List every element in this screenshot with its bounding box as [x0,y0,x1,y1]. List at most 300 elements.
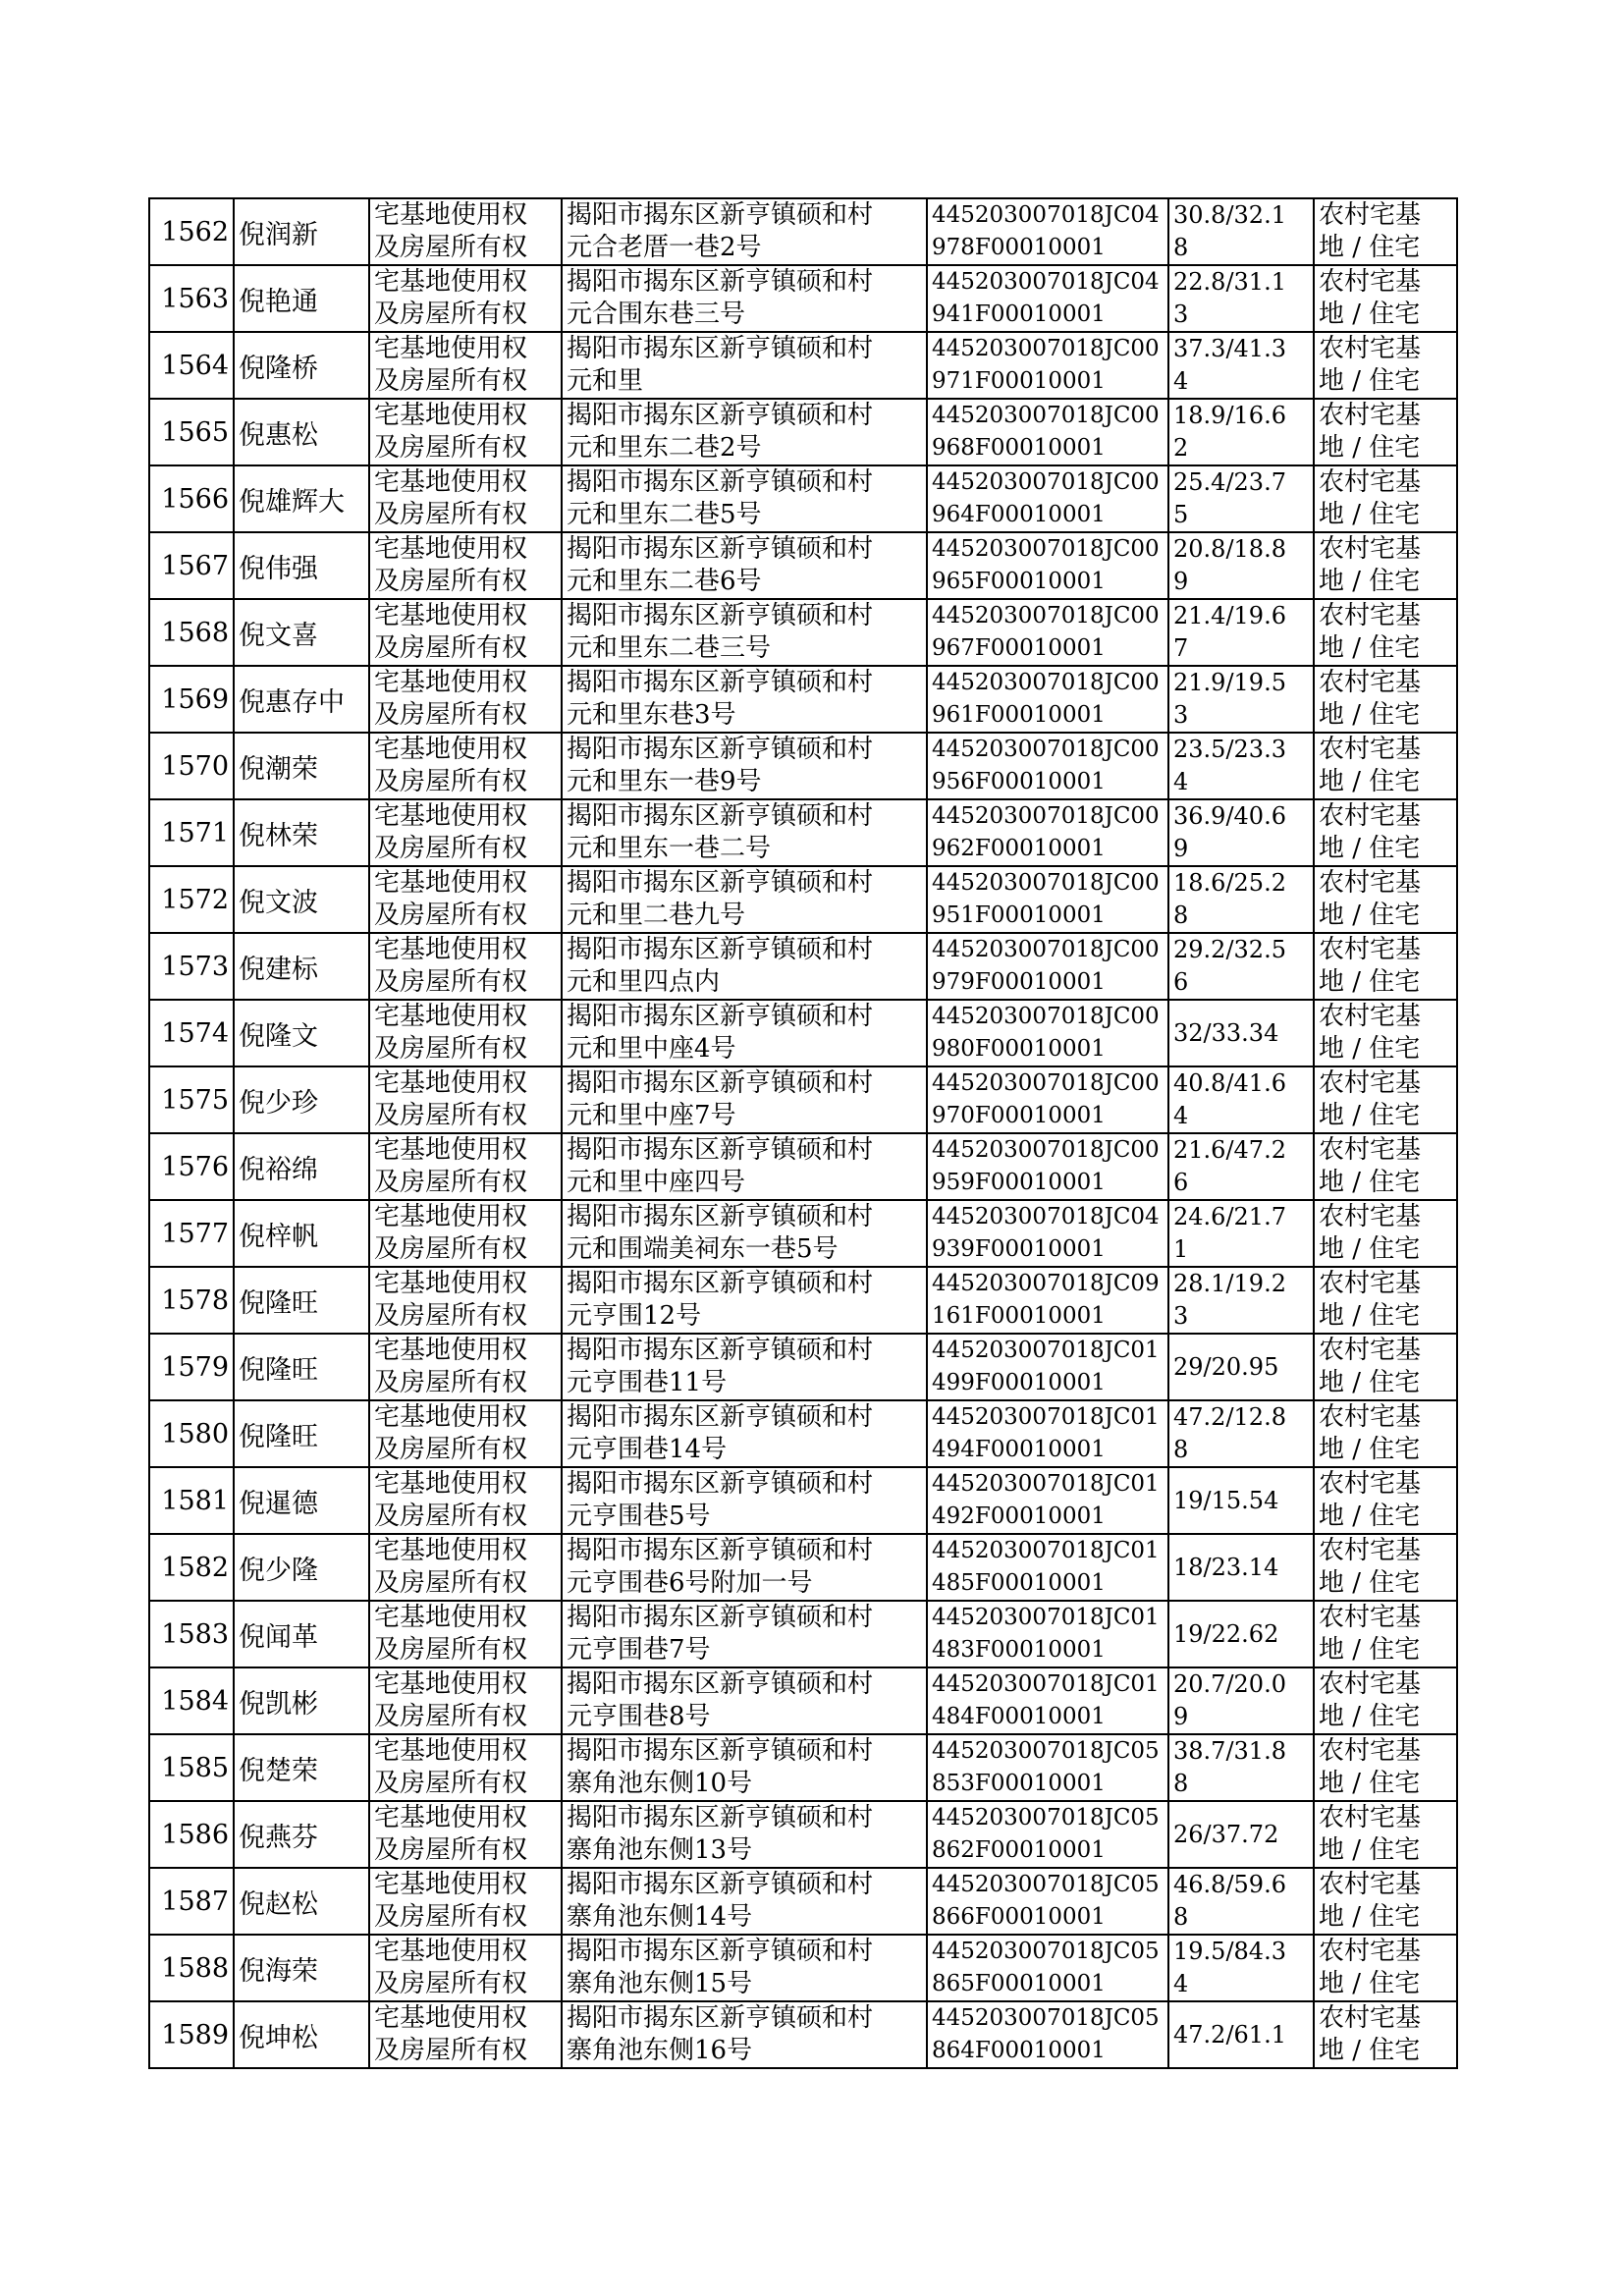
table-row [149,1801,1457,1868]
right-type-text: 宅基地使用权 及房屋所有权 [374,1269,528,1331]
cell-owner-name [234,799,369,866]
table-row [149,1667,1457,1734]
cell-land-use [1314,399,1457,465]
cell-right-type [369,799,562,866]
cell-land-use [1314,1334,1457,1400]
land-use-text: 农村宅基 地 / 住宅 [1319,1336,1422,1397]
area-text: 19.5/84.3 4 [1173,1938,1286,1997]
cell-owner-name [234,599,369,666]
land-use-text: 农村宅基 地 / 住宅 [1319,935,1422,997]
cell-row-number [149,399,234,465]
cell-row-number [149,1534,234,1601]
cell-address [562,1200,927,1267]
cell-row-number [149,465,234,532]
cell-owner-name [234,1066,369,1133]
right-type-text: 宅基地使用权 及房屋所有权 [374,2003,528,2065]
cell-owner-name [234,866,369,933]
cell-unit-code [927,666,1168,733]
cell-address [562,532,927,599]
row-number-text: 1562 [161,216,229,247]
cell-right-type [369,1601,562,1667]
address-text: 揭阳市揭东区新亨镇硕和村 元和围端美祠东一巷5号 [567,1202,874,1264]
table-row [149,1133,1457,1200]
unit-code-text: 445203007018JC00 956F00010001 [932,737,1160,794]
owner-name-text: 倪坤松 [239,2022,318,2053]
cell-owner-name [234,1467,369,1534]
unit-code-text: 445203007018JC01 485F00010001 [932,1538,1160,1596]
unit-code-text: 445203007018JC04 941F00010001 [932,269,1160,327]
cell-right-type [369,666,562,733]
cell-land-use [1314,1066,1457,1133]
cell-unit-code [927,799,1168,866]
cell-owner-name [234,1601,369,1667]
owner-name-text: 倪隆旺 [239,1287,318,1319]
land-use-text: 农村宅基 地 / 住宅 [1319,1736,1422,1798]
table-row [149,799,1457,866]
unit-code-text: 445203007018JC00 980F00010001 [932,1004,1160,1062]
row-number-text: 1582 [161,1552,229,1583]
owner-name-text: 倪雄辉大 [239,486,345,518]
cell-land-use [1314,599,1457,666]
cell-address [562,866,927,933]
cell-right-type [369,1334,562,1400]
cell-unit-code [927,1066,1168,1133]
cell-right-type [369,1667,562,1734]
cell-right-type [369,198,562,265]
cell-row-number [149,733,234,799]
unit-code-text: 445203007018JC00 965F00010001 [932,536,1160,594]
unit-code-text: 445203007018JC00 962F00010001 [932,803,1160,861]
cell-row-number [149,198,234,265]
cell-unit-code [927,1601,1168,1667]
cell-row-number [149,1066,234,1133]
address-text: 揭阳市揭东区新亨镇硕和村 元和里东二巷5号 [567,467,874,529]
unit-code-text: 445203007018JC01 483F00010001 [932,1605,1160,1663]
right-type-text: 宅基地使用权 及房屋所有权 [374,1536,528,1598]
cell-right-type [369,1000,562,1066]
cell-land-use [1314,666,1457,733]
row-number-text: 1567 [161,550,229,581]
cell-land-use [1314,1734,1457,1801]
cell-unit-code [927,1868,1168,1935]
address-text: 揭阳市揭东区新亨镇硕和村 元和里东二巷6号 [567,534,874,596]
cell-address [562,1667,927,1734]
row-number-text: 1569 [161,683,229,715]
area-text: 19/22.62 [1173,1619,1279,1648]
table-row [149,465,1457,532]
table-row [149,1267,1457,1334]
cell-land-use [1314,1801,1457,1868]
owner-name-text: 倪凯彬 [239,1688,318,1720]
table-row [149,1601,1457,1667]
cell-area [1168,1935,1314,2001]
cell-row-number [149,532,234,599]
cell-land-use [1314,733,1457,799]
cell-unit-code [927,1200,1168,1267]
address-text: 揭阳市揭东区新亨镇硕和村 元和里东二巷2号 [567,401,874,463]
row-number-text: 1583 [161,1618,229,1650]
cell-land-use [1314,265,1457,332]
cell-right-type [369,1400,562,1467]
address-text: 揭阳市揭东区新亨镇硕和村 元和里四点内 [567,935,874,997]
row-number-text: 1579 [161,1351,229,1383]
address-text: 揭阳市揭东区新亨镇硕和村 元和里中座四号 [567,1135,874,1197]
address-text: 揭阳市揭东区新亨镇硕和村 元亨围巷5号 [567,1469,874,1531]
owner-name-text: 倪暹德 [239,1488,318,1519]
table-row [149,265,1457,332]
area-text: 29.2/32.5 6 [1173,936,1286,996]
row-number-text: 1578 [161,1284,229,1316]
cell-unit-code [927,1734,1168,1801]
right-type-text: 宅基地使用权 及房屋所有权 [374,1402,528,1464]
land-use-text: 农村宅基 地 / 住宅 [1319,534,1422,596]
unit-code-text: 445203007018JC00 970F00010001 [932,1070,1160,1128]
cell-right-type [369,1267,562,1334]
cell-owner-name [234,1334,369,1400]
area-text: 22.8/31.1 3 [1173,268,1286,328]
cell-address [562,332,927,399]
cell-owner-name [234,1667,369,1734]
table-row [149,2001,1457,2068]
cell-area [1168,866,1314,933]
cell-address [562,1400,927,1467]
cell-unit-code [927,1133,1168,1200]
unit-code-text: 445203007018JC01 499F00010001 [932,1338,1160,1395]
cell-unit-code [927,1667,1168,1734]
cell-owner-name [234,666,369,733]
owner-name-text: 倪隆旺 [239,1421,318,1452]
address-text: 揭阳市揭东区新亨镇硕和村 元和里东二巷三号 [567,601,874,663]
land-use-text: 农村宅基 地 / 住宅 [1319,735,1422,796]
area-text: 23.5/23.3 4 [1173,736,1286,795]
cell-area [1168,1334,1314,1400]
right-type-text: 宅基地使用权 及房屋所有权 [374,1002,528,1064]
cell-right-type [369,2001,562,2068]
address-text: 揭阳市揭东区新亨镇硕和村 寨角池东侧13号 [567,1803,874,1865]
row-number-text: 1586 [161,1819,229,1850]
cell-address [562,1734,927,1801]
owner-name-text: 倪润新 [239,219,318,250]
cell-unit-code [927,465,1168,532]
unit-code-text: 445203007018JC01 494F00010001 [932,1404,1160,1462]
cell-area [1168,1000,1314,1066]
cell-unit-code [927,1534,1168,1601]
cell-land-use [1314,1868,1457,1935]
owner-name-text: 倪闻革 [239,1621,318,1653]
cell-area [1168,265,1314,332]
area-text: 38.7/31.8 8 [1173,1737,1286,1797]
row-number-text: 1568 [161,617,229,648]
cell-address [562,1267,927,1334]
right-type-text: 宅基地使用权 及房屋所有权 [374,1603,528,1665]
table-row [149,198,1457,265]
unit-code-text: 445203007018JC05 864F00010001 [932,2005,1160,2063]
owner-name-text: 倪梓帆 [239,1221,318,1252]
address-text: 揭阳市揭东区新亨镇硕和村 元合老厝一巷2号 [567,200,874,262]
table-row [149,1868,1457,1935]
land-use-text: 农村宅基 地 / 住宅 [1319,668,1422,730]
right-type-text: 宅基地使用权 及房屋所有权 [374,401,528,463]
row-number-text: 1575 [161,1084,229,1116]
address-text: 揭阳市揭东区新亨镇硕和村 元和里 [567,334,874,396]
owner-name-text: 倪潮荣 [239,753,318,785]
cell-owner-name [234,532,369,599]
land-use-text: 农村宅基 地 / 住宅 [1319,601,1422,663]
land-use-text: 农村宅基 地 / 住宅 [1319,1536,1422,1598]
cell-land-use [1314,799,1457,866]
table-row [149,666,1457,733]
address-text: 揭阳市揭东区新亨镇硕和村 寨角池东侧14号 [567,1870,874,1932]
cell-address [562,1601,927,1667]
right-type-text: 宅基地使用权 及房屋所有权 [374,1336,528,1397]
right-type-text: 宅基地使用权 及房屋所有权 [374,1736,528,1798]
cell-area [1168,1801,1314,1868]
row-number-text: 1564 [161,350,229,381]
area-text: 40.8/41.6 4 [1173,1069,1286,1129]
cell-owner-name [234,733,369,799]
cell-owner-name [234,1935,369,2001]
unit-code-text: 445203007018JC00 951F00010001 [932,870,1160,928]
land-use-text: 农村宅基 地 / 住宅 [1319,1937,1422,1998]
cell-unit-code [927,532,1168,599]
cell-area [1168,1066,1314,1133]
cell-land-use [1314,198,1457,265]
area-text: 37.3/41.3 4 [1173,335,1286,395]
cell-area [1168,666,1314,733]
row-number-text: 1570 [161,750,229,782]
cell-address [562,666,927,733]
table-row [149,866,1457,933]
cell-right-type [369,1534,562,1601]
owner-name-text: 倪隆桥 [239,353,318,384]
owner-name-text: 倪楚荣 [239,1755,318,1786]
cell-area [1168,1200,1314,1267]
cell-area [1168,399,1314,465]
cell-unit-code [927,1935,1168,2001]
cell-area [1168,198,1314,265]
cell-area [1168,332,1314,399]
table-row [149,1334,1457,1400]
cell-area [1168,1667,1314,1734]
area-text: 46.8/59.6 8 [1173,1871,1286,1931]
unit-code-text: 445203007018JC04 939F00010001 [932,1204,1160,1262]
right-type-text: 宅基地使用权 及房屋所有权 [374,801,528,863]
cell-area [1168,1601,1314,1667]
cell-owner-name [234,265,369,332]
cell-address [562,1534,927,1601]
right-type-text: 宅基地使用权 及房屋所有权 [374,200,528,262]
row-number-text: 1566 [161,483,229,515]
table-row [149,1734,1457,1801]
cell-land-use [1314,1467,1457,1534]
row-number-text: 1572 [161,884,229,915]
cell-unit-code [927,1334,1168,1400]
cell-land-use [1314,1935,1457,2001]
land-use-text: 农村宅基 地 / 住宅 [1319,1870,1422,1932]
cell-right-type [369,1200,562,1267]
cell-address [562,399,927,465]
address-text: 揭阳市揭东区新亨镇硕和村 元亨围巷11号 [567,1336,874,1397]
row-number-text: 1587 [161,1885,229,1917]
table-row [149,399,1457,465]
owner-name-text: 倪惠松 [239,419,318,451]
cell-unit-code [927,1267,1168,1334]
cell-owner-name [234,1200,369,1267]
land-use-text: 农村宅基 地 / 住宅 [1319,1068,1422,1130]
right-type-text: 宅基地使用权 及房屋所有权 [374,1202,528,1264]
area-text: 25.4/23.7 5 [1173,468,1286,528]
cell-address [562,599,927,666]
cell-row-number [149,1467,234,1534]
row-number-text: 1574 [161,1017,229,1049]
table-row [149,733,1457,799]
owner-name-text: 倪建标 [239,954,318,985]
row-number-text: 1573 [161,951,229,982]
address-text: 揭阳市揭东区新亨镇硕和村 元亨围巷14号 [567,1402,874,1464]
cell-address [562,1935,927,2001]
cell-land-use [1314,1601,1457,1667]
right-type-text: 宅基地使用权 及房屋所有权 [374,1469,528,1531]
cell-row-number [149,1334,234,1400]
cell-land-use [1314,1000,1457,1066]
cell-right-type [369,332,562,399]
cell-row-number [149,599,234,666]
owner-name-text: 倪艳通 [239,286,318,317]
owner-name-text: 倪燕芬 [239,1822,318,1853]
right-type-text: 宅基地使用权 及房屋所有权 [374,668,528,730]
right-type-text: 宅基地使用权 及房屋所有权 [374,735,528,796]
cell-land-use [1314,1200,1457,1267]
owner-name-text: 倪林荣 [239,820,318,851]
unit-code-text: 445203007018JC05 865F00010001 [932,1939,1160,1996]
unit-code-text: 445203007018JC05 862F00010001 [932,1805,1160,1863]
row-number-text: 1589 [161,2019,229,2050]
table-row [149,1200,1457,1267]
cell-row-number [149,933,234,1000]
cell-row-number [149,1667,234,1734]
cell-right-type [369,933,562,1000]
right-type-text: 宅基地使用权 及房屋所有权 [374,1135,528,1197]
area-text: 18.6/25.2 8 [1173,869,1286,929]
cell-right-type [369,399,562,465]
table-body [149,198,1457,2068]
cell-row-number [149,1200,234,1267]
cell-unit-code [927,2001,1168,2068]
unit-code-text: 445203007018JC09 161F00010001 [932,1271,1160,1329]
cell-area [1168,1400,1314,1467]
cell-owner-name [234,1400,369,1467]
area-text: 19/15.54 [1173,1486,1279,1514]
cell-row-number [149,1801,234,1868]
row-number-text: 1585 [161,1752,229,1783]
cell-owner-name [234,1267,369,1334]
cell-owner-name [234,933,369,1000]
address-text: 揭阳市揭东区新亨镇硕和村 寨角池东侧10号 [567,1736,874,1798]
cell-right-type [369,1133,562,1200]
address-text: 揭阳市揭东区新亨镇硕和村 寨角池东侧16号 [567,2003,874,2065]
cell-area [1168,733,1314,799]
unit-code-text: 445203007018JC01 484F00010001 [932,1671,1160,1729]
cell-address [562,1066,927,1133]
cell-row-number [149,1935,234,2001]
cell-right-type [369,265,562,332]
area-text: 30.8/32.1 8 [1173,201,1286,261]
cell-owner-name [234,399,369,465]
right-type-text: 宅基地使用权 及房屋所有权 [374,1937,528,1998]
area-text: 26/37.72 [1173,1820,1279,1848]
table-row [149,332,1457,399]
cell-right-type [369,733,562,799]
land-use-text: 农村宅基 地 / 住宅 [1319,1603,1422,1665]
table-row [149,1066,1457,1133]
cell-row-number [149,1734,234,1801]
table-row [149,1935,1457,2001]
row-number-text: 1581 [161,1485,229,1516]
cell-unit-code [927,265,1168,332]
table-row [149,933,1457,1000]
cell-unit-code [927,399,1168,465]
cell-address [562,465,927,532]
cell-right-type [369,532,562,599]
table-row [149,1400,1457,1467]
unit-code-text: 445203007018JC00 967F00010001 [932,603,1160,661]
address-text: 揭阳市揭东区新亨镇硕和村 元和里东一巷二号 [567,801,874,863]
cell-address [562,198,927,265]
owner-name-text: 倪隆旺 [239,1354,318,1386]
cell-row-number [149,2001,234,2068]
right-type-text: 宅基地使用权 及房屋所有权 [374,467,528,529]
cell-row-number [149,1267,234,1334]
area-text: 32/33.34 [1173,1018,1279,1047]
cell-area [1168,1734,1314,1801]
cell-right-type [369,1734,562,1801]
row-number-text: 1576 [161,1151,229,1182]
cell-row-number [149,799,234,866]
land-use-text: 农村宅基 地 / 住宅 [1319,1469,1422,1531]
cell-address [562,1868,927,1935]
cell-owner-name [234,1534,369,1601]
area-text: 21.6/47.2 6 [1173,1136,1286,1196]
table-row [149,1534,1457,1601]
cell-area [1168,2001,1314,2068]
cell-right-type [369,465,562,532]
cell-address [562,2001,927,2068]
cell-right-type [369,1066,562,1133]
cell-area [1168,1467,1314,1534]
land-use-text: 农村宅基 地 / 住宅 [1319,868,1422,930]
table-row [149,532,1457,599]
property-table [148,197,1458,2069]
address-text: 揭阳市揭东区新亨镇硕和村 元和里二巷九号 [567,868,874,930]
unit-code-text: 445203007018JC05 866F00010001 [932,1872,1160,1930]
land-use-text: 农村宅基 地 / 住宅 [1319,1669,1422,1731]
cell-owner-name [234,332,369,399]
area-text: 47.2/12.8 8 [1173,1403,1286,1463]
address-text: 揭阳市揭东区新亨镇硕和村 元和里中座4号 [567,1002,874,1064]
area-text: 21.9/19.5 3 [1173,669,1286,729]
cell-land-use [1314,1400,1457,1467]
right-type-text: 宅基地使用权 及房屋所有权 [374,1068,528,1130]
area-text: 29/20.95 [1173,1352,1279,1381]
row-number-text: 1588 [161,1952,229,1984]
cell-unit-code [927,332,1168,399]
owner-name-text: 倪文波 [239,887,318,918]
cell-right-type [369,1935,562,2001]
land-use-text: 农村宅基 地 / 住宅 [1319,267,1422,329]
cell-area [1168,1534,1314,1601]
address-text: 揭阳市揭东区新亨镇硕和村 元亨围巷7号 [567,1603,874,1665]
land-use-text: 农村宅基 地 / 住宅 [1319,2003,1422,2065]
